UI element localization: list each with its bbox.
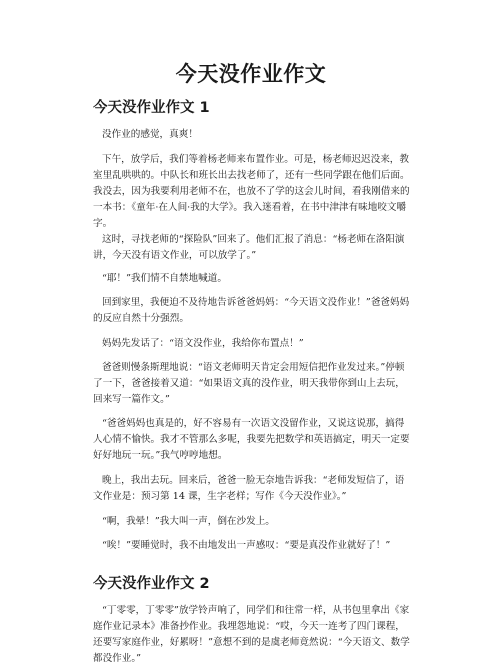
paragraph: 这时，寻找老师的“探险队”回来了。他们汇报了消息：“杨老师在洛阳演讲，今天没有语文作业，可以放学了。” (93, 234, 405, 261)
paragraph: 下午，放学后，我们等着杨老师来布置作业。可是，杨老师迟迟没来，教室里乱哄哄的。中队长和班长出去找老师了，还有一些同学跟在他们后面。我没去，因为我要利用老师不在，也放不了学的这会儿时间，看我刚借来的一本书：《童年·在人间·我的大学》。我入迷看着，在书中津津有味地咬文嚼字。 (93, 154, 410, 229)
paragraph: “丁零零，丁零零”放学铃声响了，同学们和往常一样，从书包里拿出《家庭作业记录本》准备抄作业。我埋怨地说：“哎，今天一连考了四门课程，还要写家庭作业，好累呀！”意想不到的是虞老师竟然说：“今天语文、数学都没作业。” (93, 605, 410, 664)
paragraph: 爸爸则慢条斯理地说：“语文老师明天肯定会用短信把作业发过来。”停顿了一下，爸爸接着又道：“如果语文真的没作业，明天我带你到山上去玩，回来写一篇作文。” (93, 362, 405, 405)
paragraph: 妈妈先发话了：“语文没作业，我给你布置点！” (102, 338, 304, 349)
paragraph: “爸爸妈妈也真是的，好不容易有一次语文没留作业，又说这说那，搞得人心情不愉快。我才不管那么多呢，我要先把数学和英语搞定，明天一定要好好地玩一玩。”我气哼哼地想。 (93, 418, 410, 461)
document-title: 今天没作业作文 (175, 62, 327, 86)
section-1-heading: 今天没作业作文 1 (93, 100, 210, 116)
paragraph: 没作业的感觉，真爽！ (102, 129, 198, 140)
paragraph: 回到家里，我便迫不及待地告诉爸爸妈妈：“今天语文没作业！”爸爸妈妈的反应自然十分强烈。 (93, 297, 410, 324)
section-2-heading: 今天没作业作文 2 (93, 576, 210, 592)
paragraph: “啊，我晕！”我大叫一声，倒在沙发上。 (102, 516, 275, 527)
paragraph: “唉！”要睡觉时，我不由地发出一声感叹：“要是真没作业就好了！” (102, 540, 391, 551)
paragraph: 晚上，我出去玩。回来后，爸爸一脸无奈地告诉我：“老师发短信了，语文作业是：预习第 14 课，生字老样；写作《今天没作业》。” (93, 475, 405, 502)
paragraph: “耶！”我们情不自禁地喊道。 (102, 273, 227, 284)
